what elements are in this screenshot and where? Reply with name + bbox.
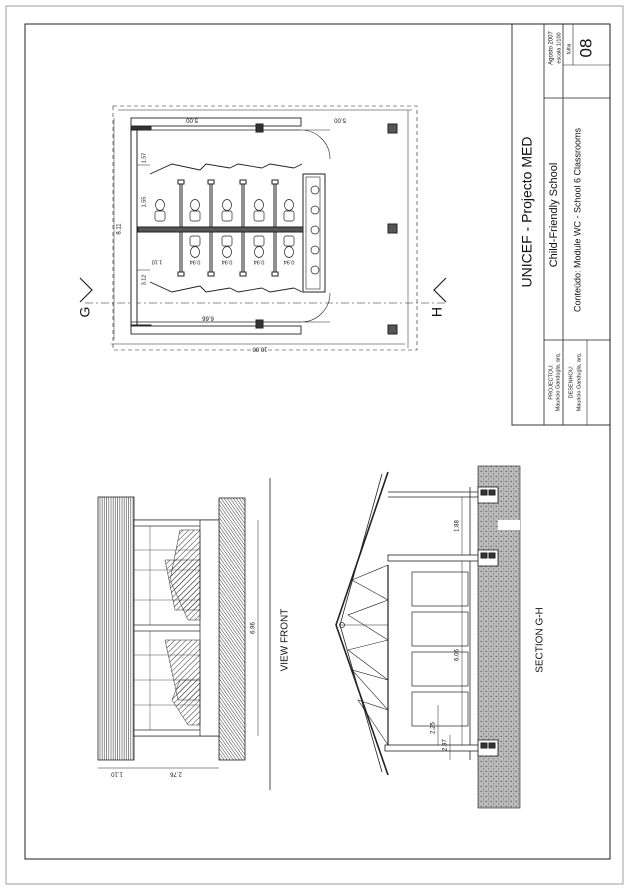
section-marker-h: H — [428, 306, 445, 318]
dim-094b: 0.94 — [221, 258, 233, 265]
projected-by: Mauricio Gandugla, arq. — [555, 352, 562, 412]
sheet-number: 08 — [576, 38, 596, 58]
drawn-by: Mauricio Gandugla, arq. — [576, 352, 583, 412]
dim-total-10: 10.00 — [252, 345, 268, 352]
front-view-label: VIEW FRONT — [279, 608, 291, 672]
drawing-date: Agosto 2007 — [548, 31, 555, 65]
section-dim-225: 2.25 — [430, 722, 437, 734]
dim-094c: 0.94 — [253, 258, 265, 265]
dim-155: 1.55 — [141, 196, 148, 208]
dim-094a: 0.94 — [189, 258, 201, 265]
school-name: Child-Friendly School — [547, 162, 560, 268]
floor-plan — [80, 106, 446, 350]
section-view — [336, 466, 520, 808]
drawing-scale: escala 1/100 — [556, 32, 563, 64]
section-marker-g: G — [76, 306, 93, 318]
section-dim-606: 6.06 — [454, 649, 461, 661]
front-dim-110: 1.10 — [111, 770, 123, 777]
projected-label: PROJECTOU: — [548, 364, 555, 400]
front-dim-696: 6.96 — [250, 622, 257, 634]
title-block — [512, 24, 610, 425]
sheet-label: folha — [566, 43, 573, 55]
dim-top-5a: 5.00 — [186, 116, 198, 123]
front-dim-276: 2.76 — [170, 770, 182, 777]
dim-top-5b: 5.00 — [334, 116, 346, 123]
project-title: UNICEF - Projecto MED — [518, 136, 535, 288]
dim-312: 3.12 — [141, 274, 148, 286]
section-dim-297: 2.97 — [442, 739, 449, 751]
dim-inner-666: 6.66 — [202, 314, 214, 321]
drawn-label: DESENHOU: — [568, 365, 575, 399]
sheet-contents: Conteúdo: Module WC - School 6 Classrooms — [572, 127, 583, 313]
front-view — [98, 478, 270, 790]
dim-094d: 0.94 — [283, 258, 295, 265]
dim-157: 1.57 — [141, 152, 148, 164]
dim-110: 1.10 — [151, 258, 163, 265]
section-view-label: SECTION G-H — [534, 607, 546, 673]
dim-depth-811: 8.11 — [116, 223, 123, 235]
section-dim-188: 1.88 — [454, 520, 461, 532]
